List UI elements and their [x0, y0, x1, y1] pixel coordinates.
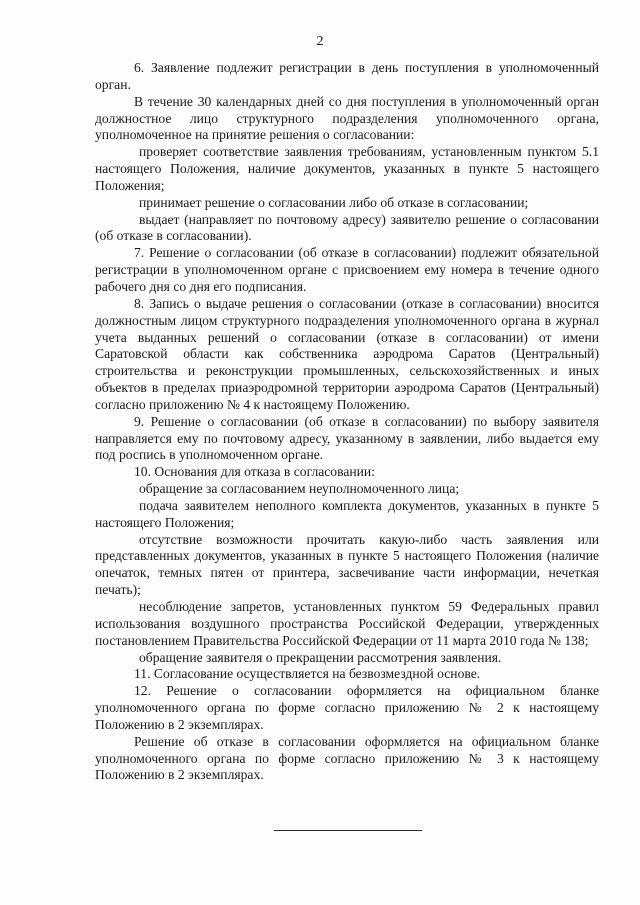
paragraph-11-free-of-charge: 11. Согласование осуществляется на безвозмездной основе. [134, 666, 481, 682]
refusal-ground-incomplete: подача заявителем неполного комплекта документов, указанных в пункте 5 настоящего Положения; [95, 497, 599, 530]
document-body [95, 60, 599, 784]
paragraph-9-delivery: 9. Решение о согласовании (об отказе в согласовании) по выбору заявителя направляется ему по почтовому адресу, указанному в заявлении, либо выдается ему под роспись в уполномоченном органе. [95, 413, 599, 463]
refusal-ground-unauthorized: обращение за согласованием неуполномоченного лица; [139, 481, 460, 497]
list-item-checks-compliance: проверяет соответствие заявления требованиям, установленным пунктом 5.1 настоящего Положения, наличие документов, указанных в пункте 5 настоящего Положения; [95, 144, 599, 193]
paragraph-8-journal-record: 8. Запись о выдаче решения о согласовании (отказе в согласовании) вносится должностным лицом структурного подразделения уполномоченного органа в журнал учета выданных решений о согласовании (отказе в согласовании) от имени Саратовской области как собственника аэродрома Саратов (Центральный) строительства и реконструкции промышленных, сельскохозяйственных и иных объектов в пределах приаэродромной территории аэродрома Саратов (Центральный) согласно приложению № 4 к настоящему Положению. [95, 295, 599, 412]
paragraph-30-days: В течение 30 календарных дней со дня поступления в уполномоченный орган должностное лицо структурного подразделения уполномоченного органа, уполномоченное на принятие решения о согласовании: [95, 93, 599, 143]
refusal-ground-unreadable: отсутствие возможности прочитать какую-либо часть заявления или представленных документов, указанных в пункте 5 настоящего Положения (наличие опечаток, темных пятен от принтера, засвечивание части информации, нечеткая печать); [95, 531, 599, 598]
paragraph-refusal-form: Решение об отказе в согласовании оформляется на официальном бланке уполномоченного органа по форме согласно приложению № 3 к настоящему Положению в 2 экземплярах. [95, 733, 599, 783]
paragraph-12-approval-form: 12. Решение о согласовании оформляется на официальном бланке уполномоченного органа по форме согласно приложению № 2 к настоящему Положению в 2 экземплярах. [95, 683, 599, 732]
refusal-ground-withdrawal: обращение заявителя о прекращении рассмотрения заявления. [139, 649, 502, 665]
paragraph-6-registration: 6. Заявление подлежит регистрации в день поступления в уполномоченный орган. [95, 60, 599, 92]
refusal-ground-prohibitions: несоблюдение запретов, установленных пунктом 59 Федеральных правил использования воздушного пространства Российской Федерации, утвержденных постановлением Правительства Российской Федерации от 11 марта 2010 года № 138; [95, 599, 599, 648]
list-item-issues-decision: выдает (направляет по почтовому адресу) заявителю решение о согласовании (об отказе в согласовании). [95, 211, 599, 244]
end-divider-line [274, 830, 422, 831]
list-item-makes-decision: принимает решение о согласовании либо об отказе в согласовании; [139, 194, 529, 210]
page-number: 2 [316, 34, 324, 49]
paragraph-10-refusal-grounds: 10. Основания для отказа в согласовании: [134, 464, 375, 480]
paragraph-7-registration-of-decision: 7. Решение о согласовании (об отказе в согласовании) подлежит обязательной регистрации в уполномоченном органе с присвоением ему номера в течение одного рабочего дня со дня его подписания. [95, 245, 599, 294]
